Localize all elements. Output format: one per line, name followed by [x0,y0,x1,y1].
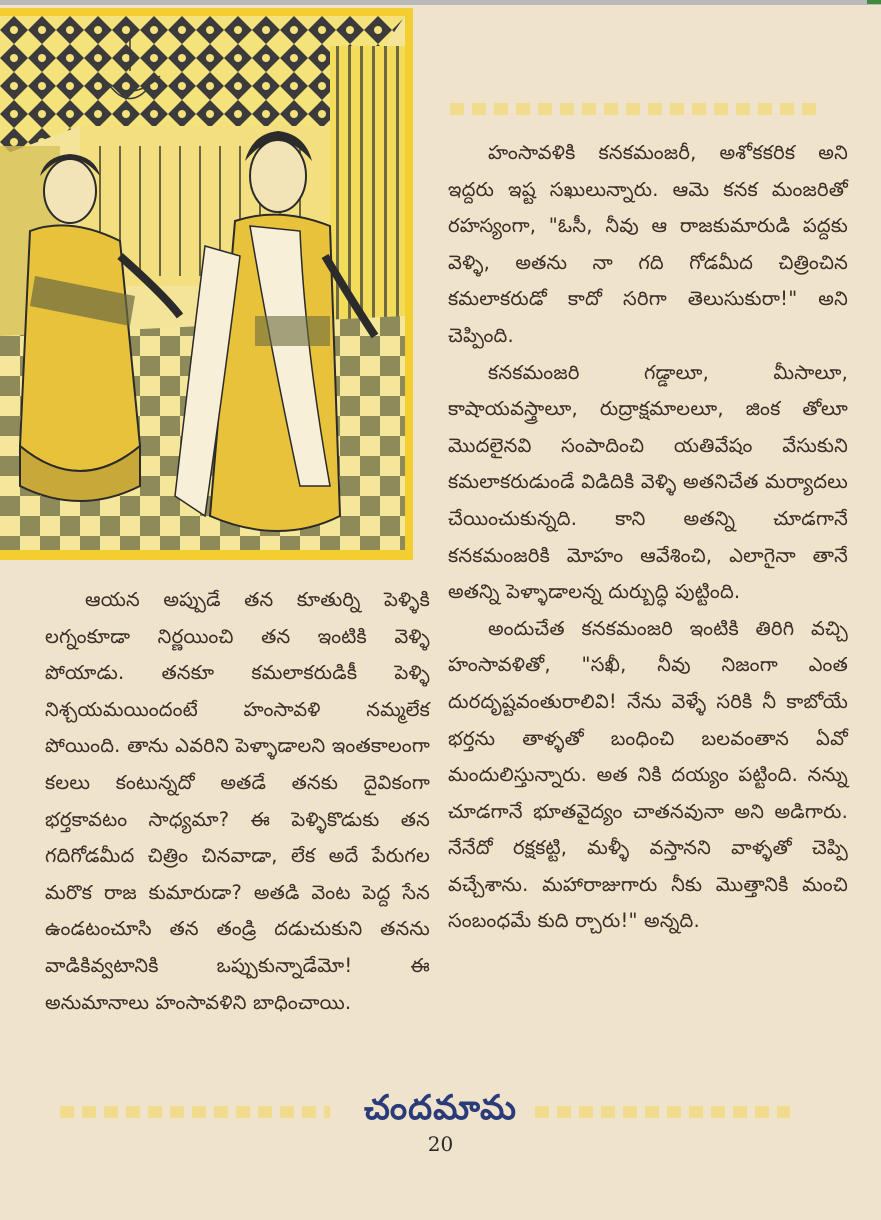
page-top-edge [0,0,881,5]
paragraph: ఆయన అప్పుడే తన కూతుర్ని పెళ్ళికి లగ్నంకూడా నిర్ణయించి తన ఇంటికి వెళ్ళి పోయాడు. తనకూ కమలాకరుడికీ పెళ్ళి నిశ్చయమయిందంటే హంసావళి నమ్మలేక పోయింది. తాను ఎవరిని పెళ్ళాడాలని ఇంతకాలంగా కలలు కంటున్నదో అతడే తనకు దైవికంగా భర్తకావటం సాధ్యమా? ఈ పెళ్ళికొడుకు తన గదిగోడమీద చిత్రిం చినవాడా, లేక అదే పేరుగల మరొక రాజ కుమారుడా? అతడి వెంట పెద్ద సేన ఉండటంచూసి తన తండ్రి దడుచుకుని తనను వాడికివ్వటానికి ఒప్పుకున్నాడేమో! ఈ అనుమానాలు హంసావళిని బాధించాయి. [45,588,430,1014]
page-number: 20 [427,1132,454,1156]
paragraph: హంసావళికి కనకమంజరీ, అశోకకరిక అని ఇద్దరు ఇష్ట సఖులున్నారు. ఆమె కనక మంజరితో రహస్యంగా, "ఓసీ, నీవు ఆ రాజకుమారుడి పద్దకు వెళ్ళి, అతను నా గది గోడమీద చిత్రించిన కమలాకరుడో కాదో సరిగా తెలుసుకురా!" అని చెప్పింది. [448,141,848,347]
magazine-title: చందమామ [364,1088,517,1128]
paragraph: అందుచేత కనకమంజరి ఇంటికి తిరిగి వచ్చి హంసావళితో, "సఖీ, నీవు నిజంగా ఎంత దురదృష్టవంతురాలివి! నేను వెళ్ళే సరికి నీ కాబోయే భర్తను తాళ్ళతో బంధించి బలవంతాన ఏవో మందులిస్తున్నారు. అత నికి దయ్యం పట్టింది. నన్ను చూడగానే భూతవైద్యం చాతనవునా అని అడిగారు. నేనేదో రక్షకట్టి, మళ్ళీ వస్తానని వాళ్ళతో చెప్పి వచ్చేశాను. మహారాజుగారు నీకు మొత్తానికి మంచి సంబంధమే కుది ర్చారు!" అన్నది. [448,616,848,933]
top-ornament-border [450,103,820,115]
right-column-text [448,135,848,940]
left-column-text [45,582,430,1021]
page-corner-mark [867,0,881,4]
paragraph: కనకమంజరి గడ్డాలూ, మీసాలూ, కాషాయవస్త్రాలూ, రుద్రాక్షమాలలూ, జింక తోలూ మొదలైనవి సంపాదించి యతివేషం వేసుకుని కమలాకరుడుండే విడిదికి వెళ్ళి అతనిచేత మర్యాదలు చేయించుకున్నది. కాని అతన్ని చూడగానే కనకమంజరికి మోహం ఆవేశించి, ఎలాగైనా తానే అతన్ని పెళ్ళాడాలన్న దుర్బుద్ధి పుట్టింది. [448,360,848,604]
story-illustration [0,8,413,560]
two-women-in-palace-illustration [0,16,405,550]
